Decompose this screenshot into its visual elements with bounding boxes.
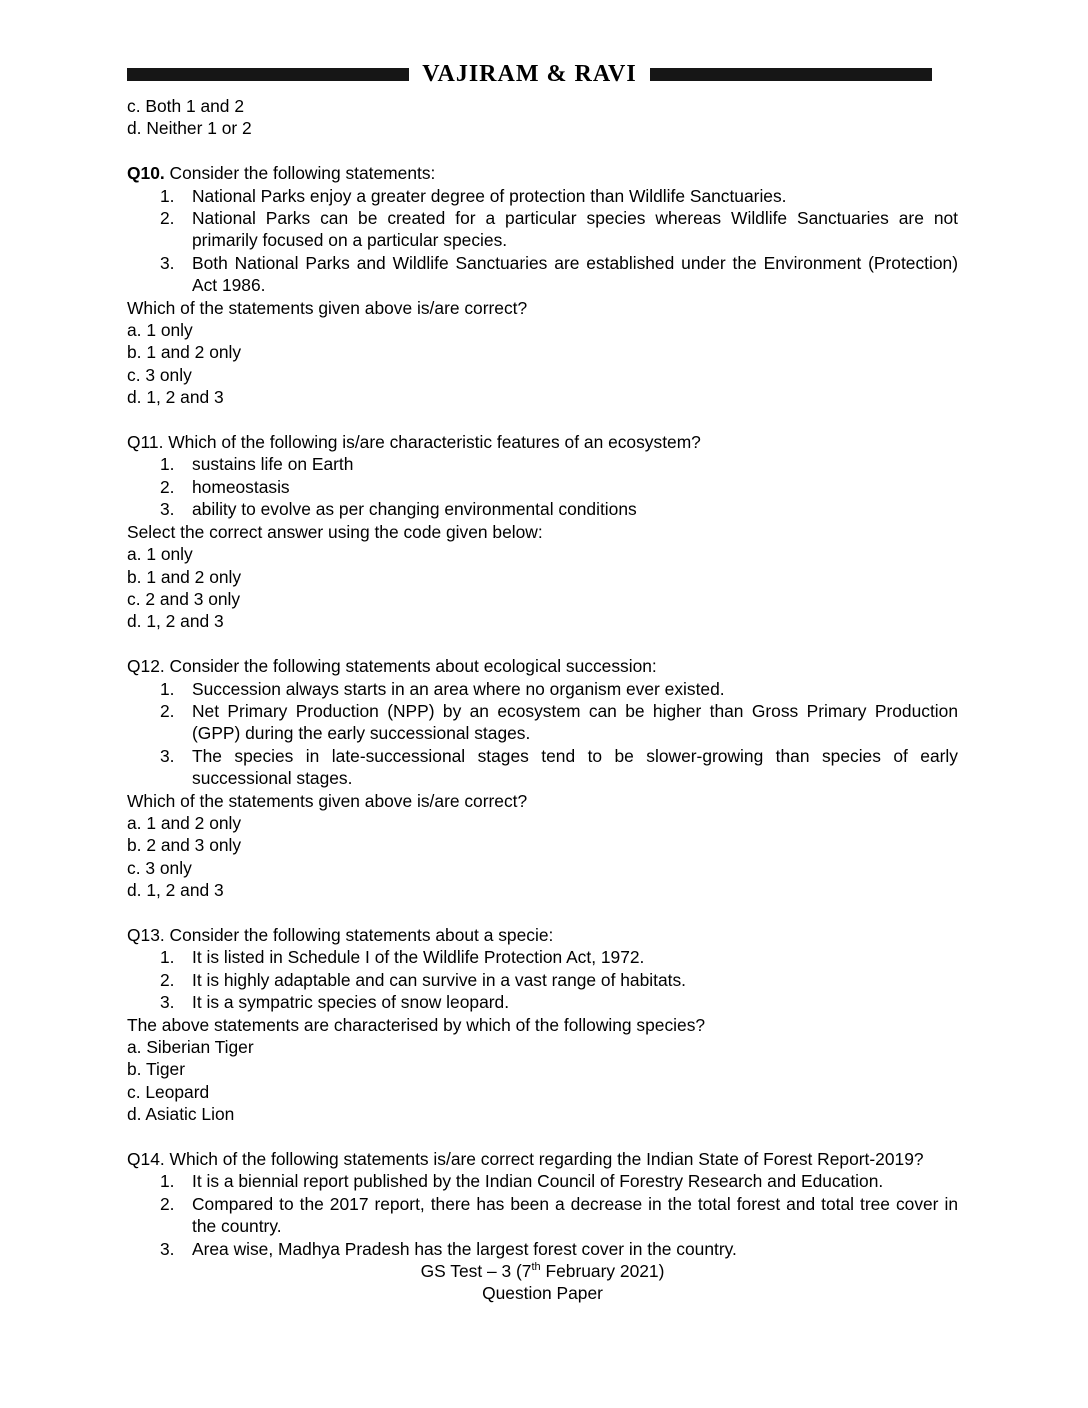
statement-text: Area wise, Madhya Pradesh has the largest forest cover in the country. — [192, 1238, 737, 1259]
statement-number: 3. — [160, 992, 175, 1013]
statement-item — [127, 946, 958, 968]
statement-item — [127, 185, 958, 207]
statement-number: 2. — [160, 700, 175, 721]
statement-text: It is a sympatric species of snow leopard. — [192, 992, 510, 1013]
answer-option: c. Both 1 and 2 — [127, 96, 244, 116]
statement-text: The species in late-successional stages tend to be slower-growing than species of early successional stages. — [192, 745, 958, 789]
statement-text: National Parks can be created for a particular species whereas Wildlife Sanctuaries are not primarily focused on a particular species. — [192, 208, 958, 251]
statement-item — [127, 453, 958, 475]
answer-option: d. Neither 1 or 2 — [127, 118, 252, 139]
question-intro-text: Which of the following statements is/are correct regarding the Indian State of Forest Report-2019? — [169, 1149, 924, 1170]
statement-text: Succession always starts in an area where no organism ever existed. — [192, 678, 725, 699]
answer-option: c. 3 only — [127, 857, 192, 878]
question-number: Q14. — [127, 1149, 165, 1170]
question-intro-text: Which of the following is/are characteristic features of an ecosystem? — [168, 432, 701, 453]
question-block-q14 — [127, 1148, 958, 1260]
answer-option: c. 2 and 3 only — [127, 588, 241, 609]
question-intro — [127, 162, 958, 184]
statement-number: 3. — [160, 745, 175, 766]
statement-number: 2. — [160, 969, 175, 990]
brand-header — [127, 62, 932, 86]
statement-item — [127, 700, 958, 745]
answer-option: b. Tiger — [127, 1059, 185, 1080]
answer-option: c. Leopard — [127, 1081, 210, 1102]
question-number: Q11. — [127, 432, 164, 453]
answer-option: a. 1 only — [127, 544, 193, 565]
statement-number: 3. — [160, 1238, 175, 1259]
statement-item — [127, 476, 958, 498]
answer-option: a. 1 and 2 only — [127, 812, 242, 833]
statement-item — [127, 207, 958, 252]
question-intro — [127, 655, 958, 677]
carryover-options — [127, 95, 958, 140]
superscript-th: th — [531, 1261, 541, 1274]
question-block-q12 — [127, 655, 958, 901]
statement-text: Compared to the 2017 report, there has been a decrease in the total forest and total tree cover in the country. — [192, 1193, 958, 1237]
statement-item — [127, 991, 958, 1013]
statement-item — [127, 252, 958, 297]
statement-number: 3. — [160, 499, 175, 520]
statement-text: sustains life on Earth — [192, 454, 354, 475]
statement-number: 1. — [160, 947, 175, 968]
question-number: Q12. — [127, 656, 165, 677]
question-prompt: The above statements are characterised by which of the following species? — [127, 1014, 706, 1035]
answer-option: d. 1, 2 and 3 — [127, 611, 224, 632]
statement-text: Net Primary Production (NPP) by an ecosystem can be higher than Gross Primary Production (GPP) during the early successional stages. — [192, 700, 958, 744]
question-intro-text: Consider the following statements: — [169, 163, 436, 184]
statement-text: It is listed in Schedule I of the Wildlife Protection Act, 1972. — [192, 947, 645, 968]
statement-number: 1. — [160, 185, 175, 206]
statement-item — [127, 1170, 958, 1192]
statement-item — [127, 969, 958, 991]
footer-test-title — [127, 1260, 958, 1282]
question-number: Q13. — [127, 924, 165, 945]
footer-test-title-pre: GS Test – 3 (7 — [420, 1261, 532, 1282]
statement-text: ability to evolve as per changing environmental conditions — [192, 499, 637, 520]
statement-text: It is highly adaptable and can survive in a vast range of habitats. — [192, 969, 687, 990]
statement-number: 1. — [160, 1171, 175, 1192]
answer-option: d. 1, 2 and 3 — [127, 387, 224, 408]
brand-title: VAJIRAM & RAVI — [422, 61, 637, 87]
question-intro — [127, 924, 958, 946]
answer-option: b. 1 and 2 only — [127, 342, 242, 363]
header-bar-right — [650, 68, 932, 81]
answer-option: d. 1, 2 and 3 — [127, 880, 224, 901]
statement-text: Both National Parks and Wildlife Sanctuaries are established under the Environment (Protection) Act 1986. — [192, 252, 958, 296]
question-prompt: Which of the statements given above is/are correct? — [127, 297, 528, 318]
question-block-q11 — [127, 431, 958, 633]
question-block-q13 — [127, 924, 958, 1126]
question-intro-text: Consider the following statements about a specie: — [169, 924, 554, 945]
statement-item — [127, 1238, 958, 1260]
statement-text: homeostasis — [192, 476, 290, 497]
footer-doc-type: Question Paper — [482, 1283, 603, 1304]
answer-option: a. 1 only — [127, 320, 193, 341]
statement-item — [127, 745, 958, 790]
header-bar-left — [127, 68, 409, 81]
statement-number: 1. — [160, 678, 175, 699]
statement-number: 2. — [160, 1193, 175, 1214]
answer-option: a. Siberian Tiger — [127, 1037, 254, 1057]
statement-text: It is a biennial report published by the Indian Council of Forestry Research and Education. — [192, 1171, 884, 1192]
answer-option: c. 3 only — [127, 364, 192, 385]
answer-option: b. 1 and 2 only — [127, 566, 242, 587]
question-intro — [127, 1148, 958, 1170]
statement-item — [127, 678, 958, 700]
question-intro — [127, 431, 958, 453]
question-intro-text: Consider the following statements about ecological succession: — [169, 656, 657, 677]
footer-test-title-post: February 2021) — [540, 1261, 665, 1282]
statement-text: National Parks enjoy a greater degree of protection than Wildlife Sanctuaries. — [192, 185, 787, 206]
page-footer — [127, 1260, 958, 1305]
question-prompt: Select the correct answer using the code given below: — [127, 521, 543, 542]
question-number: Q10. — [127, 163, 165, 184]
statement-number: 2. — [160, 208, 175, 229]
statement-item — [127, 1193, 958, 1238]
statement-number: 3. — [160, 252, 175, 273]
statement-item — [127, 498, 958, 520]
statement-number: 1. — [160, 454, 175, 475]
answer-option: d. Asiatic Lion — [127, 1104, 235, 1125]
statement-number: 2. — [160, 476, 175, 497]
question-prompt: Which of the statements given above is/are correct? — [127, 790, 528, 811]
answer-option: b. 2 and 3 only — [127, 835, 242, 856]
question-block-q10 — [127, 162, 958, 408]
